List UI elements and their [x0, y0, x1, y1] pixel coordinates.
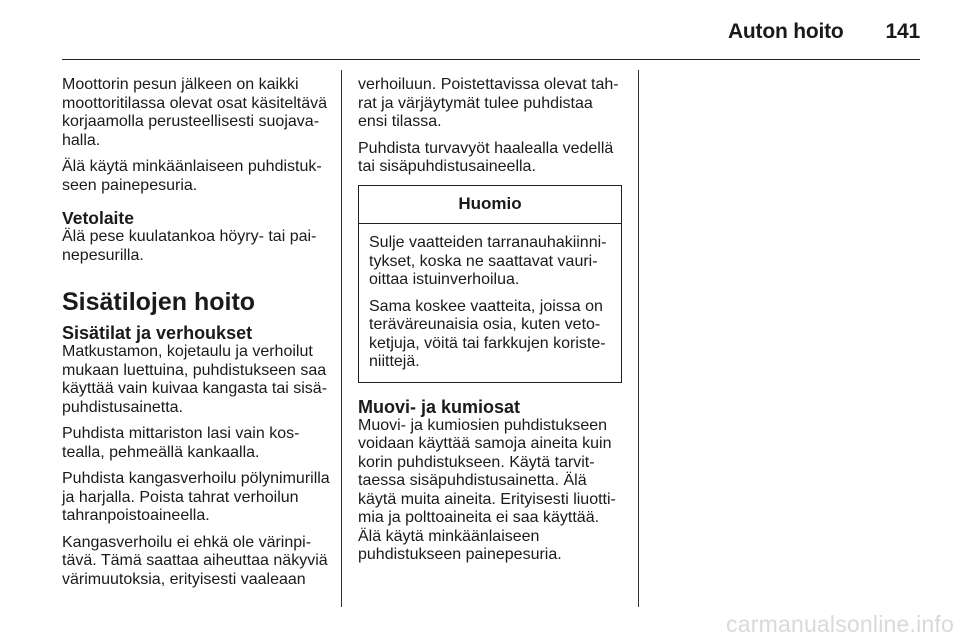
column-divider-right [638, 70, 639, 607]
header-title: Auton hoito [727, 20, 844, 43]
section-heading-interior-care: Sisätilojen hoito [62, 288, 256, 316]
paragraph-colorfastness: Kangasverhoilu ei ehkä ole värinpitävä. Tämä saattaa aiheuttaa näkyviä värimuutoksia, erityisesti vaaleaan [62, 533, 328, 588]
paragraph-plastic-rubber: Muovi- ja kumiosien puhdistukseen voidaan käyttää samoja aineita kuin korin puhdistukseen. Käytä tarvittaessa sisäpuhdistusainetta. Älä käytä muita aineita. Erityisesti liuottimia ja polttoaineita ei saa käyttää. Älä käytä minkäänlaiseen puhdistukseen painepesuria. [358, 416, 616, 563]
notice-body [359, 224, 621, 382]
left-column [62, 76, 330, 597]
paragraph-fabric-upholstery: Puhdista kangasverhoilu pölynimurilla ja harjalla. Poista tahrat verhoilun tahranpoistoaineella. [62, 470, 330, 524]
watermark: carmanualsonline.info [726, 611, 954, 637]
paragraph-stains: verhoiluun. Poistettavissa olevat tahrat ja värjäytymät tulee puhdistaa ensi tilassa. [358, 76, 619, 130]
paragraph-cabin-cleaning: Matkustamon, kojetaulu ja verhoilut mukaan luettuina, puhdistukseen saa käyttää vain kuivaa kangasta tai sisäpuhdistusainetta. [62, 343, 328, 416]
paragraph-instrument-glass: Puhdista mittariston lasi vain kostealla, pehmeällä kankaalla. [62, 425, 300, 461]
heading-plastic-rubber: Muovi- ja kumiosat [358, 396, 521, 417]
paragraph-no-pressure-washer: Älä käytä minkäänlaiseen puhdistukseen painepesuria. [62, 158, 322, 194]
notice-paragraph-velcro: Sulje vaatteiden tarranauhakiinnitykset, koska ne saattavat vaurioittaa istuinverhoilua. [369, 234, 607, 288]
subsection-heading-upholstery: Sisätilat ja verhoukset [62, 323, 253, 343]
column-divider-left [341, 70, 342, 607]
page-header [728, 20, 920, 44]
header-rule [62, 59, 920, 60]
notice-box [358, 185, 622, 383]
middle-column [358, 76, 623, 573]
page-number: 141 [885, 20, 920, 43]
notice-paragraph-sharp-edges: Sama koskee vaatteita, joissa on teräväreunaisia osia, kuten vetoketjuja, vöitä tai farkkujen koristeniittejä. [369, 297, 606, 370]
paragraph-vetolaite: Älä pese kuulatankoa höyry- tai painepesurilla. [62, 228, 317, 264]
paragraph-seatbelts: Puhdista turvavyöt haalealla vedellä tai sisäpuhdistusaineella. [358, 139, 614, 175]
heading-vetolaite: Vetolaite [62, 208, 134, 228]
notice-title: Huomio [359, 186, 621, 225]
paragraph-engine-wash: Moottorin pesun jälkeen on kaikki moottoritilassa olevat osat käsiteltävä korjaamolla perusteellisesti suojavahalla. [62, 76, 328, 149]
